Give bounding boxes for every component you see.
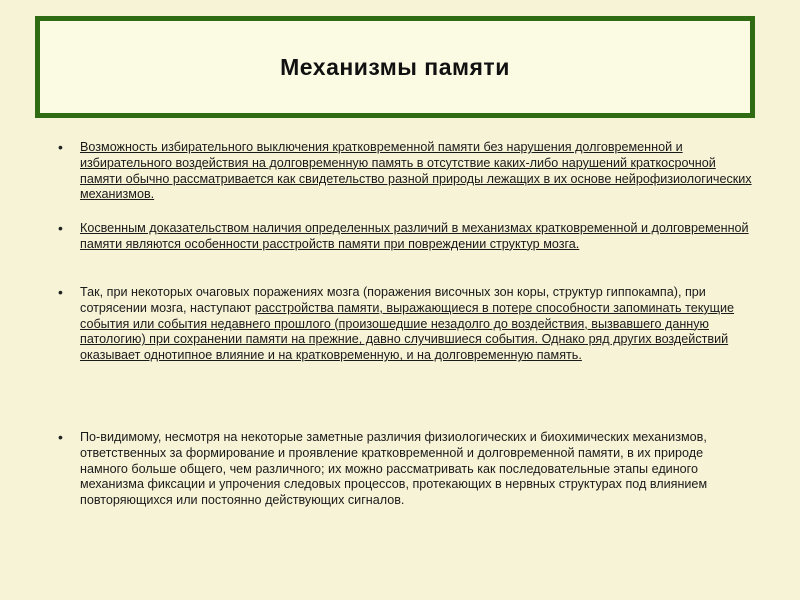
bullet-icon: •	[58, 429, 63, 445]
slide-title: Механизмы памяти	[280, 53, 510, 80]
bullet-icon: •	[58, 220, 63, 236]
bullet-icon: •	[58, 284, 63, 300]
bullet-icon: •	[58, 139, 63, 155]
slide-title-box	[35, 16, 755, 118]
bullet-text: Возможность избирательного выключения кратковременной памяти без нарушения долговременной и избирательного воздействия на долговременную память в отсутствие каких-либо нарушений краткосрочной памяти обычно рассматривается как свидетельство разной природы лежащих в их основе нейрофизиологических механизмов.	[80, 140, 752, 202]
bullet-text: Косвенным доказательством наличия определенных различий в механизмах кратковременной и долговременной памяти являются особенности расстройств памяти при повреждении структур мозга.	[80, 221, 749, 251]
bullet-text-underlined: расстройства памяти, выражающиеся в потере способности запоминать текущие события или события недавнего прошлого (произошедшие незадолго до воздействия, вызвавшего данную патологию) при сохранении памяти на прежние, давно случившиеся события. Однако ряд других воздействий оказывает однотипное влияние и на кратковременную, и на долговременную память.	[80, 300, 735, 363]
bullet-text: По-видимому, несмотря на некоторые заметные различия физиологических и биохимических механизмов, ответственных за формирование и проявление кратковременной и долговременной памяти, в их природе намного больше общего, чем различного; их можно рассматривать как последовательные этапы единого механизма фиксации и упрочения следовых процессов, протекающих в нервных структурах под влиянием повторяющихся или постоянно действующих сигналов.	[80, 430, 708, 508]
bullet-text-plain: Так, при некоторых очаговых поражениях мозга (поражения височных зон коры, структур гиппокампа), при сотрясении мозга, наступают	[80, 285, 706, 315]
bullet-text	[80, 285, 752, 364]
